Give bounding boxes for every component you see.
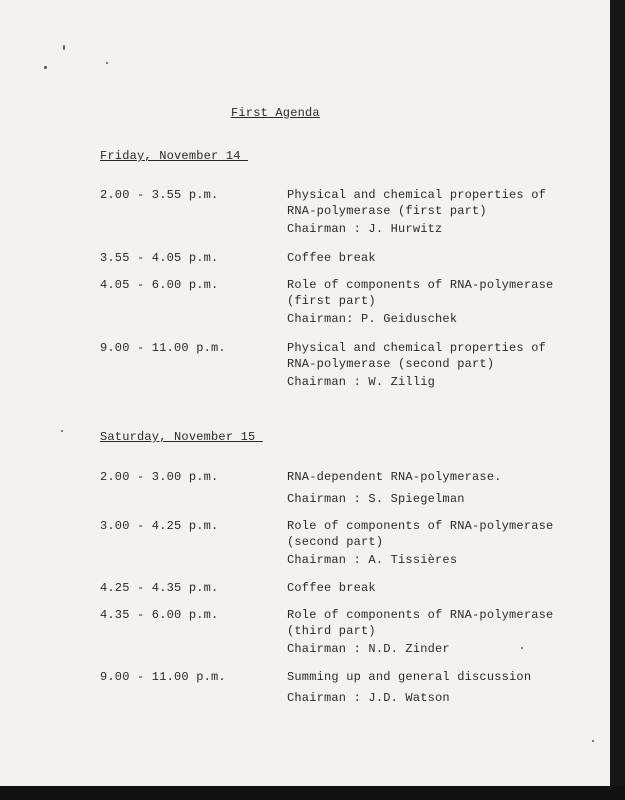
session-chairman: Chairman : A. Tissières (287, 553, 458, 567)
dust-speck (106, 62, 108, 64)
session-time: 2.00 - 3.00 p.m. (100, 470, 219, 484)
session-time: 9.00 - 11.00 p.m. (100, 670, 226, 684)
session-topic: Role of components of RNA-polymerase (second part) (287, 519, 554, 549)
session-time: 2.00 - 3.55 p.m. (100, 188, 219, 202)
session-topic: Physical and chemical properties of RNA-polymerase (second part) (287, 341, 547, 371)
session-topic: Physical and chemical properties of RNA-polymerase (first part) (287, 188, 547, 218)
session-chairman: Chairman : N.D. Zinder (287, 642, 450, 656)
session-time: 3.00 - 4.25 p.m. (100, 519, 219, 533)
dust-speck (521, 647, 523, 649)
session-topic: Coffee break (287, 581, 376, 595)
dust-speck (61, 430, 63, 432)
session-topic: RNA-dependent RNA-polymerase. (287, 470, 502, 484)
session-time: 4.25 - 4.35 p.m. (100, 581, 219, 595)
session-chairman: Chairman : J. Hurwitz (287, 222, 443, 236)
session-topic: Role of components of RNA-polymerase (third part) (287, 608, 554, 638)
dust-speck (592, 740, 594, 742)
dust-speck (44, 66, 47, 69)
session-topic: Coffee break (287, 251, 376, 265)
session-time: 3.55 - 4.05 p.m. (100, 251, 219, 265)
session-chairman: Chairman : W. Zillig (287, 375, 436, 389)
day-heading-friday: Friday, November 14 (100, 149, 249, 163)
session-chairman: Chairman: P. Geiduschek (287, 312, 458, 326)
session-time: 4.35 - 6.00 p.m. (100, 608, 219, 622)
session-time: 4.05 - 6.00 p.m. (100, 278, 219, 292)
session-chairman: Chairman : J.D. Watson (287, 691, 450, 705)
session-chairman: Chairman : S. Spiegelman (287, 492, 465, 506)
day-heading-saturday: Saturday, November 15 (100, 430, 263, 444)
scan-border-right (610, 0, 625, 800)
session-time: 9.00 - 11.00 p.m. (100, 341, 226, 355)
session-topic: Summing up and general discussion (287, 670, 532, 684)
dust-speck (63, 45, 65, 50)
session-topic: Role of components of RNA-polymerase (first part) (287, 278, 554, 308)
agenda-title: First Agenda (231, 106, 320, 120)
scan-border-bottom (0, 786, 625, 800)
